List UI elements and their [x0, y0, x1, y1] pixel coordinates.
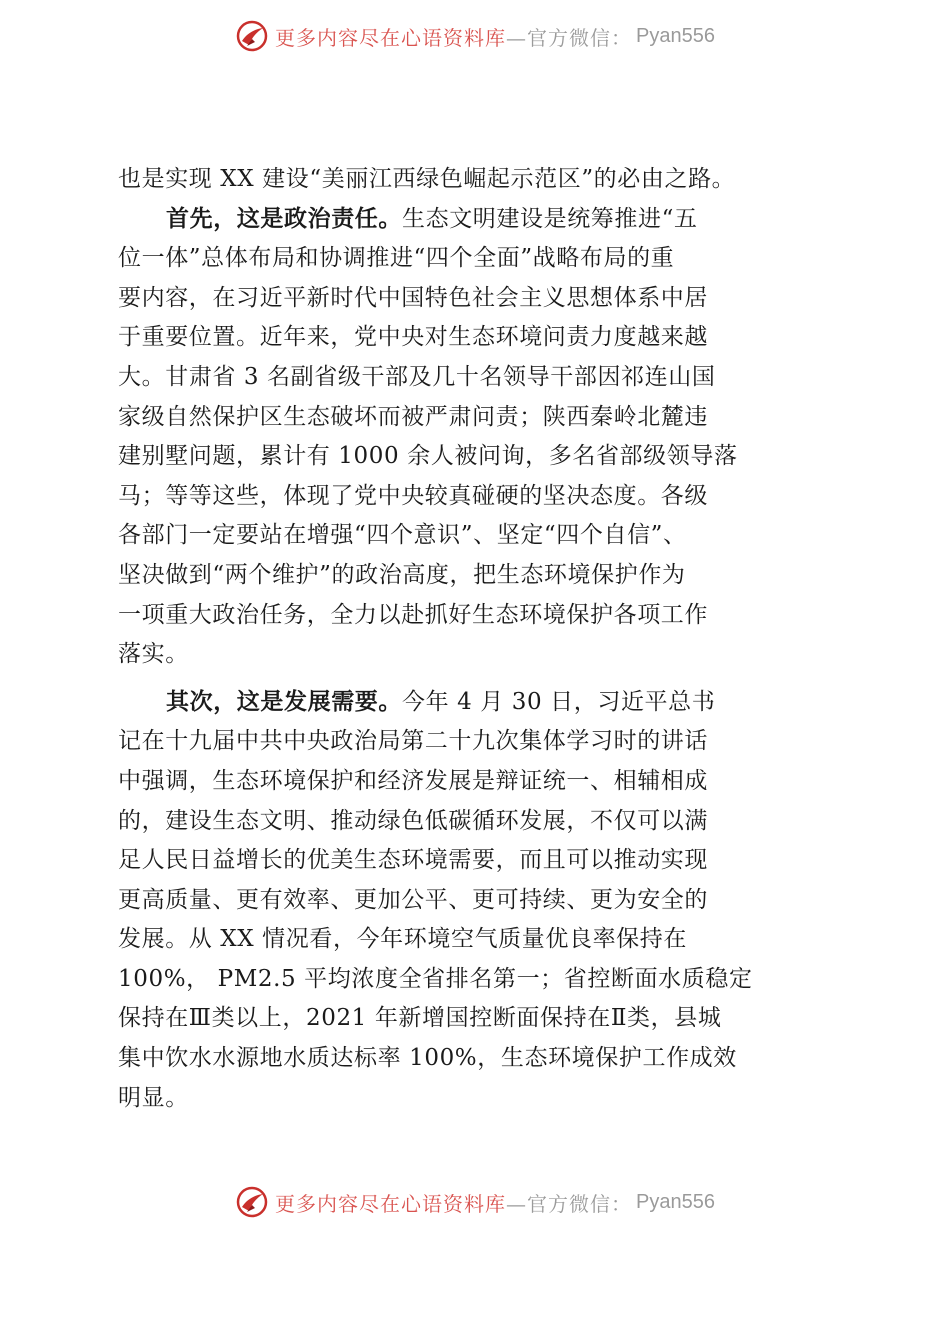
text-line: 记在十九届中共中央政治局第二十九次集体学习时的讲话: [118, 728, 708, 755]
text-line: 大。甘肃省 3 名副省级干部及几十名领导干部因祁连山国: [118, 363, 716, 390]
text-span: 生态文明建设是统筹推进“五: [402, 205, 698, 232]
text-line: 100%， PM2.5 平均浓度全省排名第一；省控断面水质稳定: [118, 965, 753, 992]
brush-stroke-logo-icon: [235, 1185, 269, 1219]
watermark-prefix: 更多内容尽在心语资料库: [275, 25, 507, 50]
watermark-prefix: 更多内容尽在心语资料库: [275, 1191, 507, 1216]
text-line: 一项重大政治任务，全力以赴抓好生态环境保护各项工作: [118, 601, 708, 628]
text-line: 位一体”总体布局和协调推进“四个全面”战略布局的重: [118, 245, 675, 272]
text-line: 发展。从 XX 情况看，今年环境空气质量优良率保持在: [118, 926, 687, 953]
watermark-wechat-id: Pyan556: [636, 1190, 715, 1213]
document-body: [118, 160, 778, 1118]
paragraph-gap: [118, 675, 778, 683]
paragraph-heading: 其次，这是发展需要。: [166, 688, 402, 715]
header-watermark: [0, 16, 950, 56]
text-line: 集中饮水水源地水质达标率 100%，生态环境保护工作成效: [118, 1045, 737, 1072]
text-line: 保持在Ⅲ类以上，2021 年新增国控断面保持在Ⅱ类，县城: [118, 1005, 722, 1032]
text-line: 足人民日益增长的优美生态环境需要，而且可以推动实现: [118, 847, 708, 874]
text-line: 马；等等这些，体现了党中央较真碰硬的坚决态度。各级: [118, 482, 708, 509]
text-line: 的，建设生态文明、推动绿色低碳循环发展，不仅可以满: [118, 807, 708, 834]
text-line: 建别墅问题，累计有 1000 余人被问询，多名省部级领导落: [118, 443, 738, 470]
text-line: 中强调，生态环境保护和经济发展是辩证统一、相辅相成: [118, 767, 708, 794]
footer-watermark: [0, 1182, 950, 1222]
text-line: 也是实现 XX 建设“美丽江西绿色崛起示范区”的必由之路。: [118, 166, 736, 192]
text-line: 家级自然保护区生态破坏而被严肃问责；陕西秦岭北麓违: [118, 403, 708, 430]
watermark-separator: —官方微信：: [506, 25, 633, 50]
watermark-separator: —官方微信：: [506, 1191, 633, 1216]
text-line: 更高质量、更有效率、更加公平、更可持续、更为安全的: [118, 886, 708, 913]
text-line: 要内容，在习近平新时代中国特色社会主义思想体系中居: [118, 284, 708, 311]
text-line: 明显。: [118, 1084, 189, 1111]
text-line: 落实。: [118, 641, 189, 668]
paragraph-first-line: [118, 200, 778, 240]
text-line: 于重要位置。近年来，党中央对生态环境问责力度越来越: [118, 324, 708, 351]
watermark-wechat-id: Pyan556: [636, 24, 715, 47]
text-line: 坚决做到“两个维护”的政治高度，把生态环境保护作为: [118, 561, 686, 588]
text-span: 今年 4 月 30 日，习近平总书: [402, 688, 716, 715]
paragraph-heading: 首先，这是政治责任。: [166, 205, 402, 232]
brush-stroke-logo-icon: [235, 19, 269, 53]
paragraph-first-line: [118, 683, 778, 723]
text-line: 各部门一定要站在增强“四个意识”、坚定“四个自信”、: [118, 522, 687, 549]
